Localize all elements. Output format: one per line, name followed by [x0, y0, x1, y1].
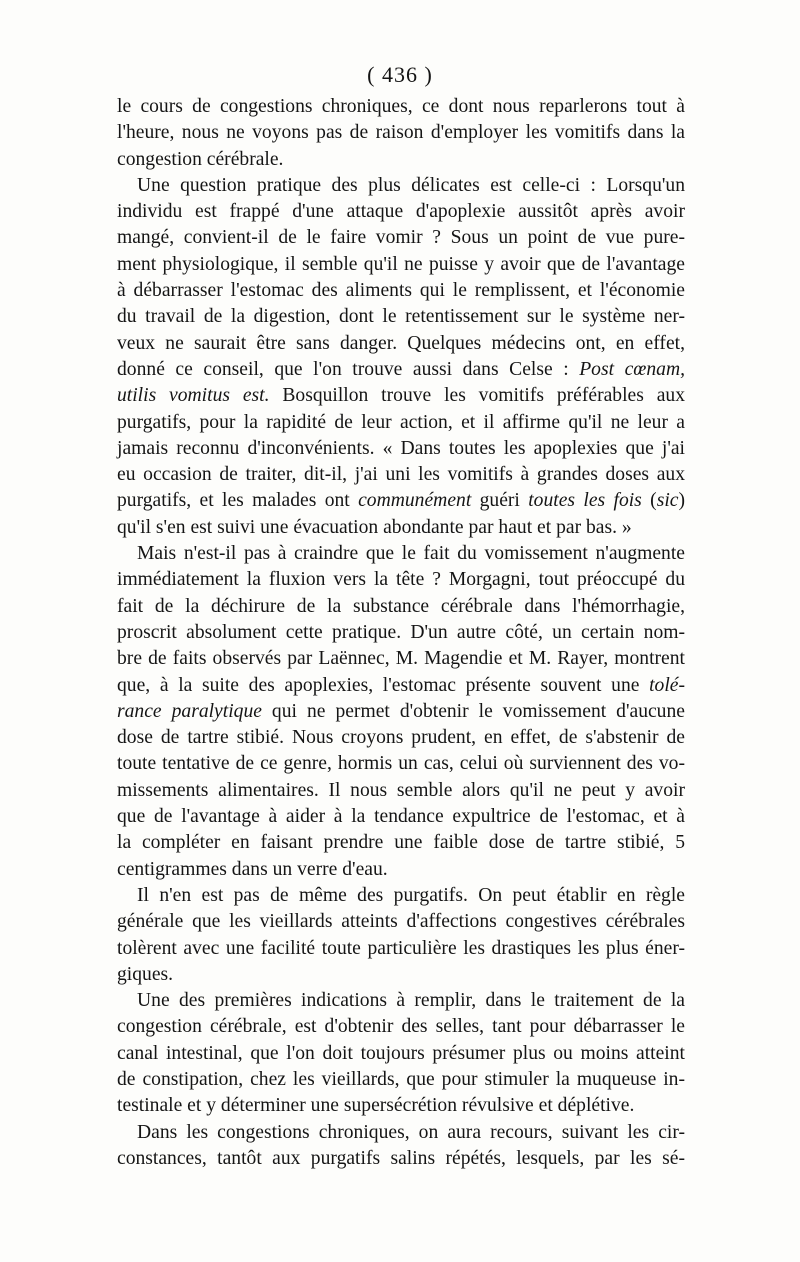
text-line: le cours de congestions chroniques, ce dont nous reparlerons tout à — [117, 96, 685, 117]
paragraph-1 — [117, 94, 685, 173]
text-line: proscrit absolument cette pratique. D'un autre côté, un certain nom- — [117, 621, 685, 643]
text-line: veux ne saurait être sans danger. Quelques médecins ont, en effet, — [117, 332, 685, 354]
text-line: à débarrasser l'estomac des aliments qui le remplissent, et l'économie — [117, 280, 685, 302]
emphasis: toutes les fois — [528, 490, 642, 512]
latin-quote: Post cœnam, — [579, 358, 685, 380]
text-line: Une des premières indications à remplir, dans le traitement de la — [137, 990, 685, 1012]
text-run: que, à la suite des apoplexies, l'estomac présente souvent une — [117, 674, 650, 696]
text-line: centigrammes dans un verre d'eau. — [117, 858, 388, 880]
text-line: Une question pratique des plus délicates est celle-ci : Lorsqu'un — [137, 174, 685, 196]
text-line: Dans les congestions chroniques, on aura recours, suivant les cir- — [137, 1121, 685, 1143]
text-line: toute tentative de ce genre, hormis un cas, celui où surviennent des vo- — [117, 753, 685, 775]
text-line — [117, 488, 685, 514]
text-line: que de l'avantage à aider à la tendance expultrice de l'estomac, et à — [117, 806, 685, 828]
text-run: ( — [641, 490, 657, 512]
text-line: Mais n'est-il pas à craindre que le fait du vomissement n'augmente — [137, 543, 685, 565]
text-line: giques. — [117, 963, 174, 985]
text-run: purgatifs, et les malades ont — [117, 490, 359, 512]
text-line — [117, 699, 685, 725]
text-line: congestion cérébrale, est d'obtenir des selles, tant pour débarrasser le — [117, 1016, 685, 1038]
text-line: individu est frappé d'une attaque d'apoplexie aussitôt après avoir — [117, 201, 685, 223]
text-line: purgatifs, pour la rapidité de leur action, et il affirme qu'il ne leur a — [117, 411, 685, 433]
text-line: tolèrent avec une facilité toute particulière les drastiques les plus éner- — [117, 937, 685, 959]
text-line: bre de faits observés par Laënnec, M. Magendie et M. Rayer, montrent — [117, 648, 685, 670]
emphasis: rance paralytique — [117, 700, 262, 722]
text-line: générale que les vieillards atteints d'affections congestives cérébrales — [117, 911, 685, 933]
text-line: fait de la déchirure de la substance cérébrale dans l'hémorrhagie, — [117, 595, 685, 617]
text-line: qu'il s'en est suivi une évacuation abondante par haut et par bas. » — [117, 516, 632, 538]
paragraph-4 — [117, 883, 685, 988]
text-line: congestion cérébrale. — [117, 148, 284, 170]
text-line: la compléter en faisant prendre une faible dose de tartre stibié, 5 — [117, 832, 685, 854]
text-run: Bosquillon trouve les vomitifs préférables aux — [269, 385, 685, 407]
page-number: ( 436 ) — [367, 62, 433, 87]
text-line: ment physiologique, il semble qu'il ne puisse y avoir que de l'avantage — [117, 253, 685, 275]
text-line: mangé, convient-il de le faire vomir ? Sous un point de vue pure- — [117, 227, 685, 249]
text-line: du travail de la digestion, dont le retentissement sur le système ner- — [117, 306, 685, 328]
text-line — [117, 673, 685, 699]
text-line: Il n'en est pas de même des purgatifs. On peut établir en règle — [137, 884, 685, 906]
text-run: qui ne permet d'obtenir le vomissement d'aucune — [261, 700, 685, 722]
text-line: l'heure, nous ne voyons pas de raison d'employer les vomitifs dans la — [117, 122, 685, 144]
text-line: constances, tantôt aux purgatifs salins répétés, lesquels, par les sé- — [117, 1147, 685, 1169]
text-line: testinale et y déterminer une supersécrétion révulsive et déplétive. — [117, 1095, 635, 1117]
text-run: donné ce conseil, que l'on trouve aussi dans Celse : — [117, 358, 580, 380]
paragraph-6 — [117, 1120, 685, 1173]
text-line: eu occasion de traiter, dit-il, j'ai uni les vomitifs à grandes doses aux — [117, 464, 685, 486]
text-run: guéri — [471, 490, 529, 512]
latin-quote: utilis vomitus est. — [117, 385, 270, 407]
body-text — [117, 94, 685, 1172]
text-line: missements alimentaires. Il nous semble alors qu'il ne peut y avoir — [117, 779, 685, 801]
text-line — [117, 357, 685, 383]
text-line: immédiatement la fluxion vers la tête ? Morgagni, tout préoccupé du — [117, 569, 685, 591]
emphasis: tolé- — [649, 674, 685, 696]
paragraph-2 — [117, 173, 685, 541]
paragraph-5 — [117, 988, 685, 1119]
text-line: canal intestinal, que l'on doit toujours présumer plus ou moins atteint — [117, 1042, 685, 1064]
text-line: dose de tartre stibié. Nous croyons prudent, en effet, de s'abstenir de — [117, 727, 685, 749]
text-run: ) — [678, 490, 685, 512]
emphasis: sic — [656, 490, 679, 512]
text-line: de constipation, chez les vieillards, que pour stimuler la muqueuse in- — [117, 1068, 685, 1090]
emphasis: communément — [358, 490, 472, 512]
paragraph-3 — [117, 541, 685, 883]
text-line — [117, 383, 685, 409]
text-line: jamais reconnu d'inconvénients. « Dans toutes les apoplexies que j'ai — [117, 437, 685, 459]
